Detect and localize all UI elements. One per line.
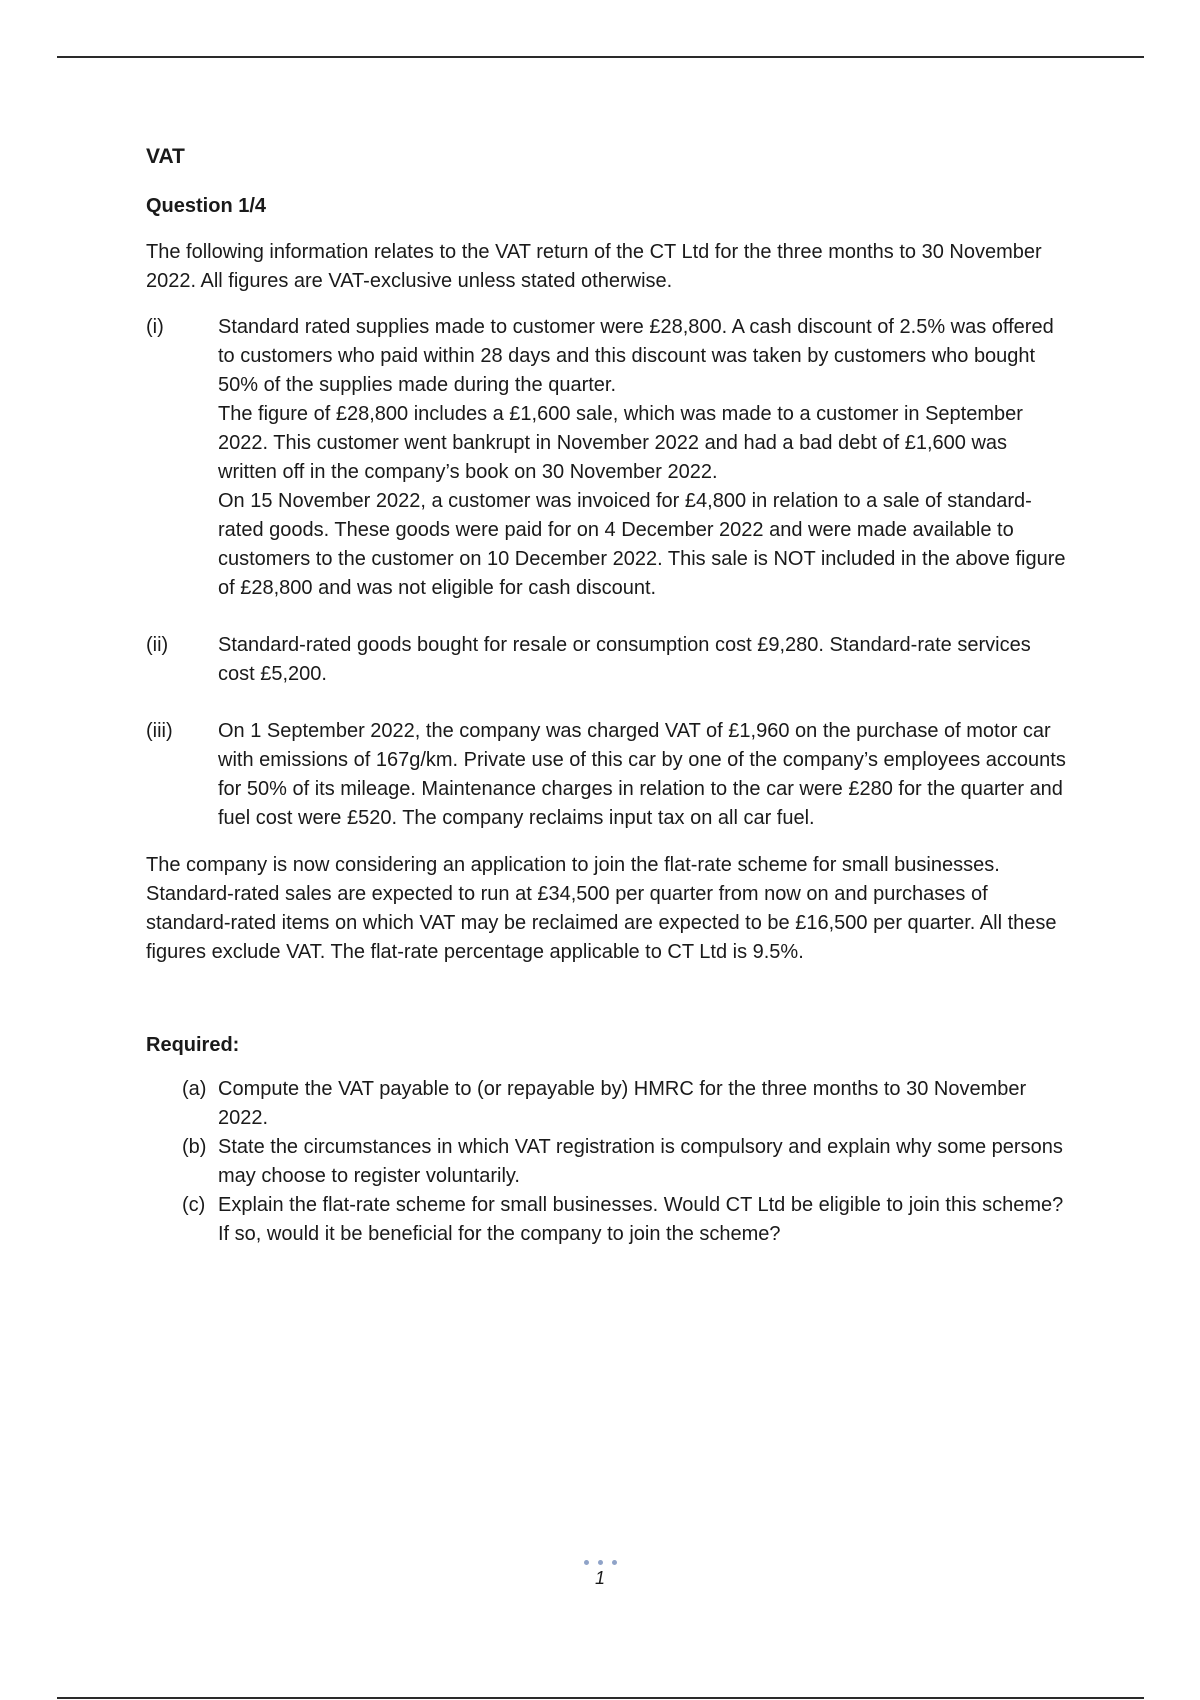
required-item-text: Compute the VAT payable to (or repayable by) HMRC for the three months to 30 November 2022. [218,1078,1027,1129]
page-footer [560,1560,640,1588]
list-item-i [146,313,1066,603]
required-item-a [182,1075,1066,1133]
list-item-number: (i) [146,316,164,338]
bottom-rule [57,1697,1144,1699]
list-item-number: (ii) [146,634,169,656]
footer-dot [612,1560,617,1565]
list-item-paragraph: Standard rated supplies made to customer were £28,800. A cash discount of 2.5% was offered to customers who paid within 28 days and this discount was taken by customers who bought 50% of the supplies made during the quarter. [218,316,1054,396]
required-item-letter: (a) [182,1078,207,1100]
footer-dot [598,1560,603,1565]
required-item-c [182,1191,1066,1249]
required-item-letter: (c) [182,1194,206,1216]
list-item-paragraph: Standard-rated goods bought for resale or consumption cost £9,280. Standard-rate services cost £5,200. [218,634,1031,685]
page-number: 1 [594,1568,605,1588]
section-heading: VAT [146,145,185,168]
required-item-letter: (b) [182,1136,207,1158]
top-rule [57,56,1144,58]
list-item-ii [146,631,1066,689]
list-item-iii [146,717,1066,833]
required-heading: Required: [146,1034,240,1056]
footer-dot [584,1560,589,1565]
intro-paragraph: The following information relates to the VAT return of the CT Ltd for the three months to 30 November 2022. All figures are VAT-exclusive unless stated otherwise. [146,241,1042,292]
list-item-body [218,313,1066,603]
list-item-number: (iii) [146,720,173,742]
required-item-b [182,1133,1066,1191]
list-item-paragraph: On 15 November 2022, a customer was invoiced for £4,800 in relation to a sale of standard-rated goods. These goods were paid for on 4 December 2022 and were made available to customers to the customer on 10 December 2022. This sale is NOT included in the above figure of £28,800 and was not eligible for cash discount. [218,490,1066,599]
footer-dots-ornament [560,1560,640,1568]
question-label: Question 1/4 [146,195,267,217]
flat-rate-paragraph: The company is now considering an application to join the flat-rate scheme for small businesses. Standard-rated sales are expected to run at £34,500 per quarter from now on and purchases of standard-rated items on which VAT may be reclaimed are expected to be £16,500 per quarter. All these figures exclude VAT. The flat-rate percentage applicable to CT Ltd is 9.5%. [146,854,1057,963]
list-item-paragraph: The figure of £28,800 includes a £1,600 sale, which was made to a customer in September 2022. This customer went bankrupt in November 2022 and had a bad debt of £1,600 was written off in the company’s book on 30 November 2022. [218,403,1023,483]
document-body [146,142,1066,1249]
required-item-text: Explain the flat-rate scheme for small businesses. Would CT Ltd be eligible to join this scheme? If so, would it be beneficial for the company to join the scheme? [218,1194,1064,1245]
list-item-body [218,631,1066,689]
list-item-paragraph: On 1 September 2022, the company was charged VAT of £1,960 on the purchase of motor car with emissions of 167g/km. Private use of this car by one of the company’s employees accounts for 50% of its mileage. Maintenance charges in relation to the car were £280 for the quarter and fuel cost were £520. The company reclaims input tax on all car fuel. [218,720,1066,829]
required-item-text: State the circumstances in which VAT registration is compulsory and explain why some persons may choose to register voluntarily. [218,1136,1063,1187]
required-list [146,1075,1066,1249]
list-item-body [218,717,1066,833]
